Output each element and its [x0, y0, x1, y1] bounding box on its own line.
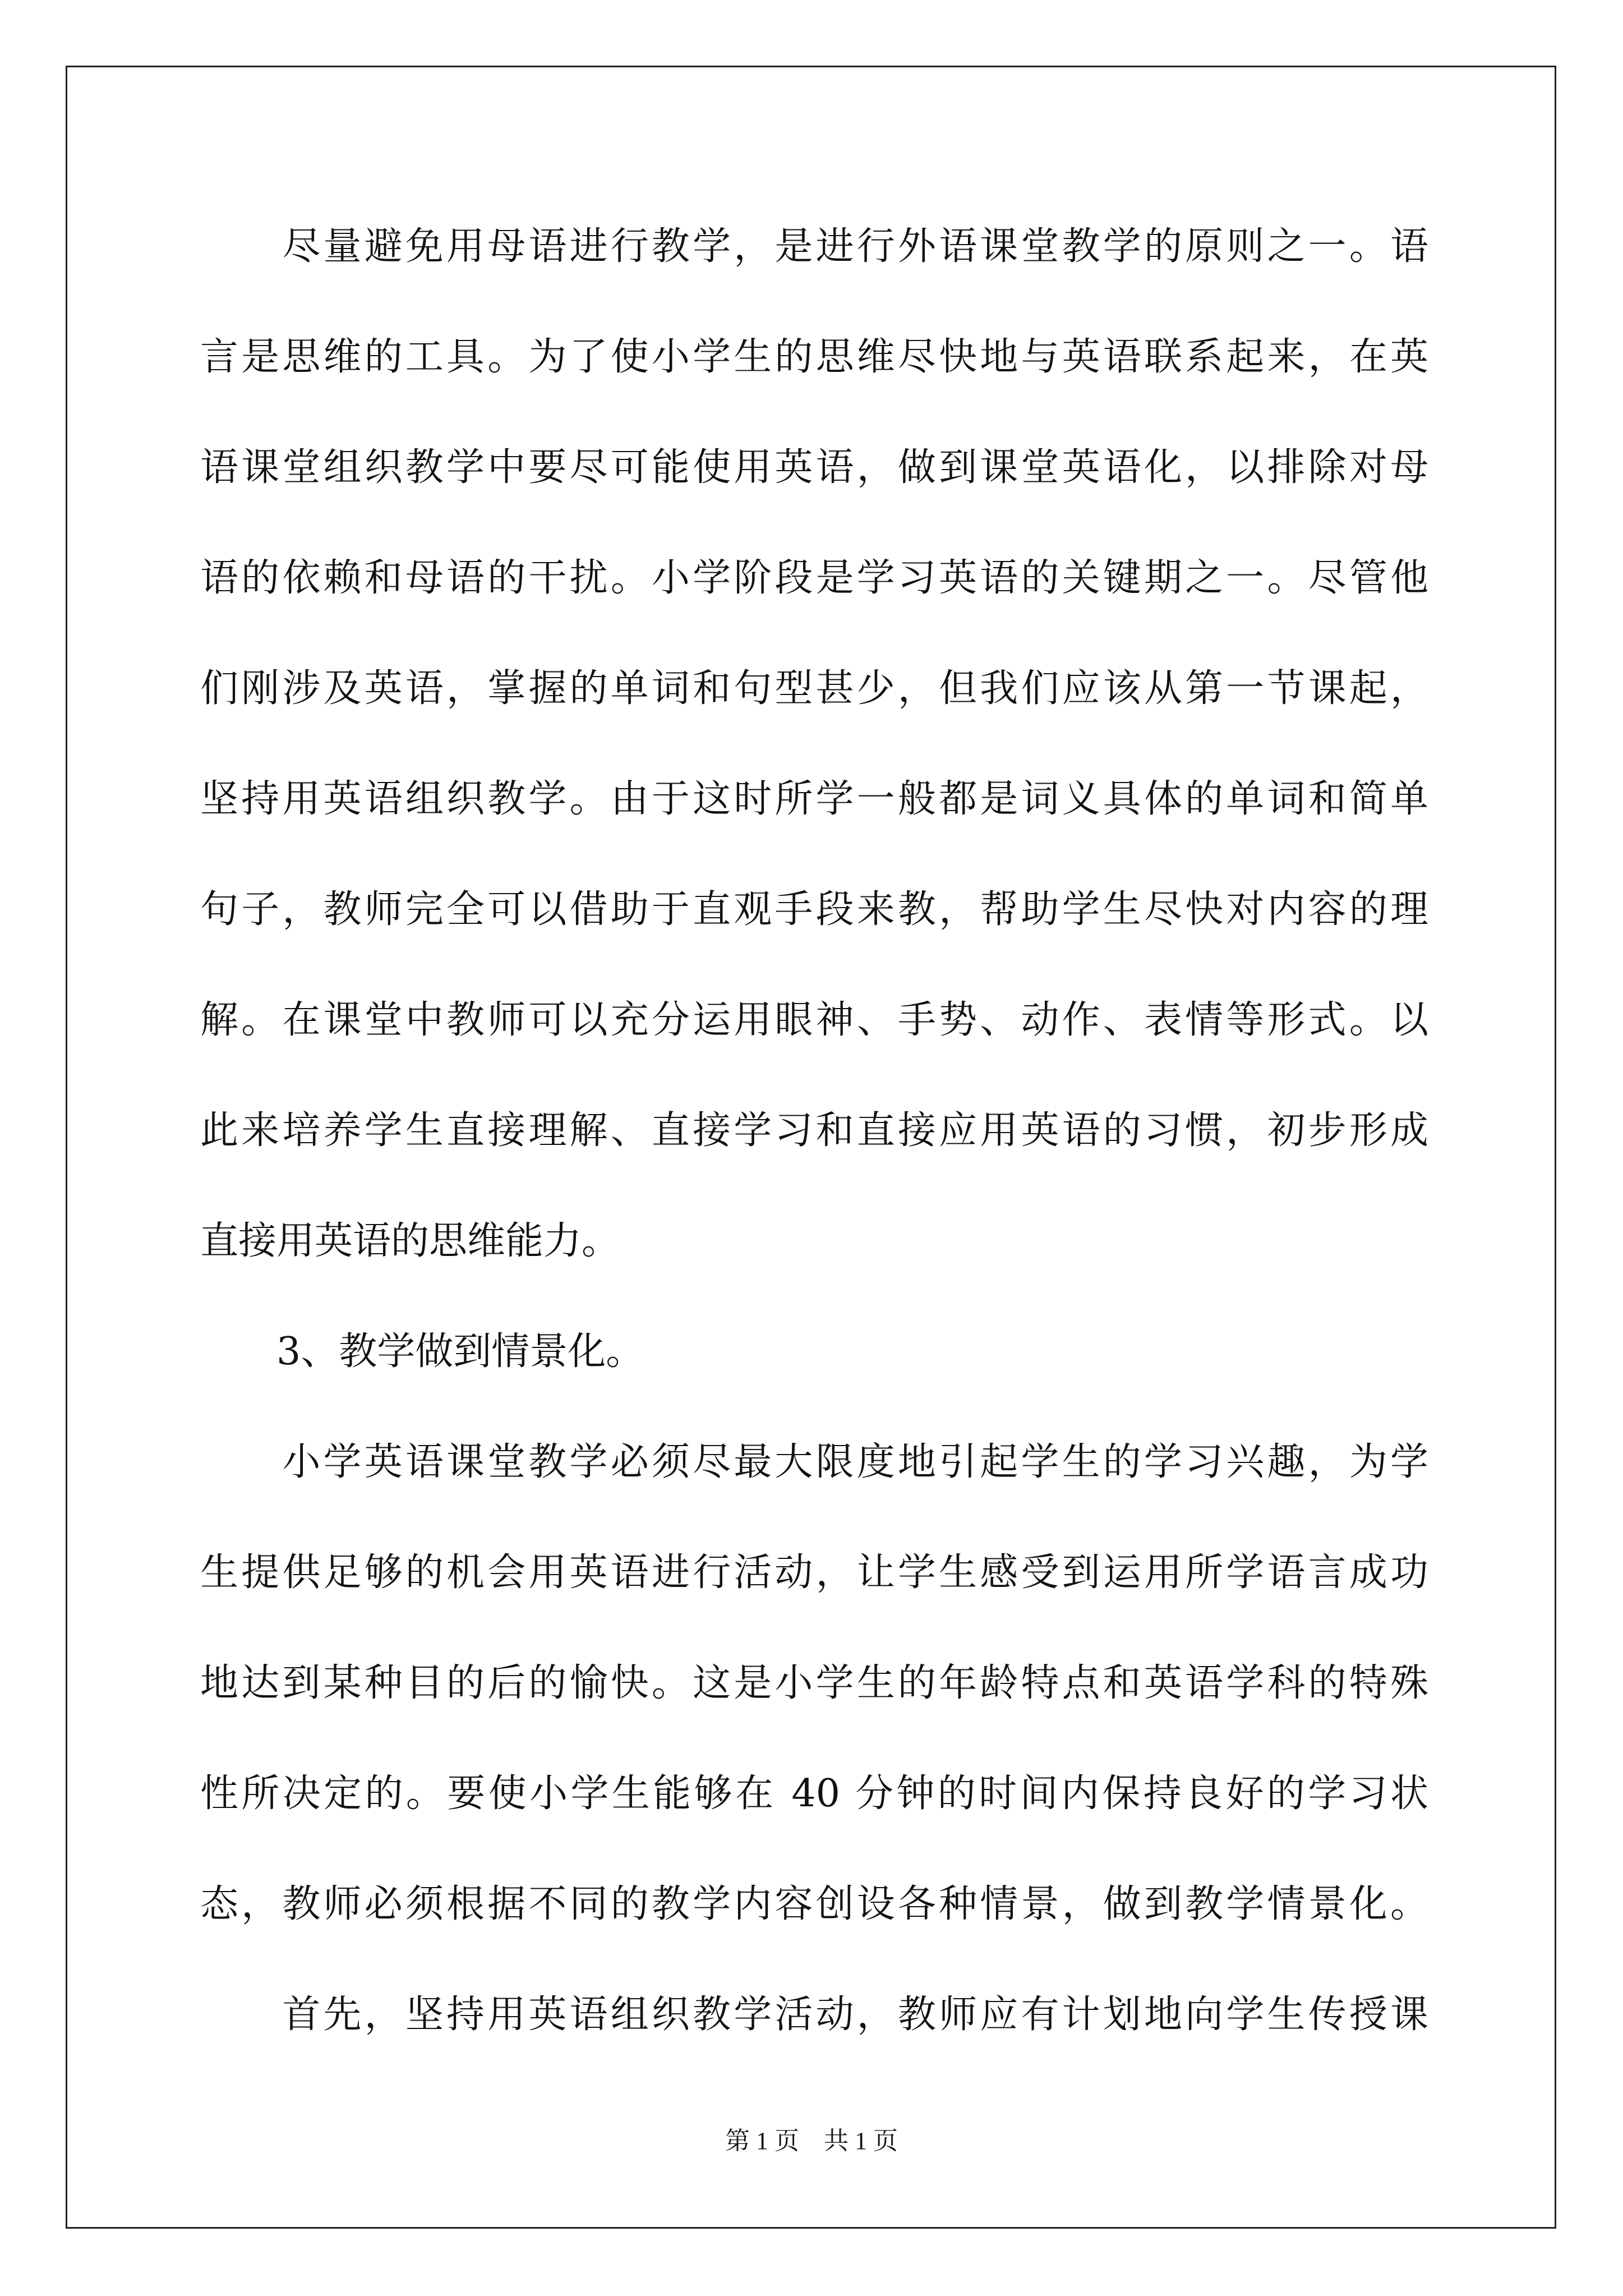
text-line: 坚持用英语组织教学。由于这时所学一般都是词义具体的单词和简单 — [200, 777, 1428, 821]
text-line: 态，教师必须根据不同的教学内容创设各种情景，做到教学情景化。 — [200, 1882, 1428, 1926]
text-line: 性所决定的。要使小学生能够在 40 分钟的时间内保持良好的学习状 — [200, 1772, 1428, 1816]
text-line: 语的依赖和母语的干扰。小学阶段是学习英语的关键期之一。尽管他 — [200, 556, 1428, 600]
text-line: 们刚涉及英语，掌握的单词和句型甚少，但我们应该从第一节课起， — [200, 666, 1428, 711]
text-line: 尽量避免用母语进行教学，是进行外语课堂教学的原则之一。语 — [200, 224, 1428, 269]
text-line: 地达到某种目的后的愉快。这是小学生的年龄特点和英语学科的特殊 — [200, 1661, 1428, 1705]
page-footer: 第 1 页 共 1 页 — [725, 2127, 898, 2155]
text-line: 此来培养学生直接理解、直接学习和直接应用英语的习惯，初步形成 — [200, 1108, 1428, 1153]
text-line: 言是思维的工具。为了使小学生的思维尽快地与英语联系起来，在英 — [200, 335, 1428, 379]
text-line: 首先，坚持用英语组织教学活动，教师应有计划地向学生传授课 — [200, 1993, 1428, 2037]
text-line: 语课堂组织教学中要尽可能使用英语，做到课堂英语化，以排除对母 — [200, 445, 1428, 490]
text-line: 直接用英语的思维能力。 — [200, 1219, 620, 1263]
section-heading: 3、教学做到情景化。 — [200, 1329, 644, 1374]
text-line: 句子，教师完全可以借助于直观手段来教，帮助学生尽快对内容的理 — [200, 887, 1428, 932]
text-line: 解。在课堂中教师可以充分运用眼神、手势、动作、表情等形式。以 — [200, 998, 1428, 1042]
text-line: 小学英语课堂教学必须尽最大限度地引起学生的学习兴趣，为学 — [200, 1440, 1428, 1484]
text-line: 生提供足够的机会用英语进行活动，让学生感受到运用所学语言成功 — [200, 1550, 1428, 1595]
